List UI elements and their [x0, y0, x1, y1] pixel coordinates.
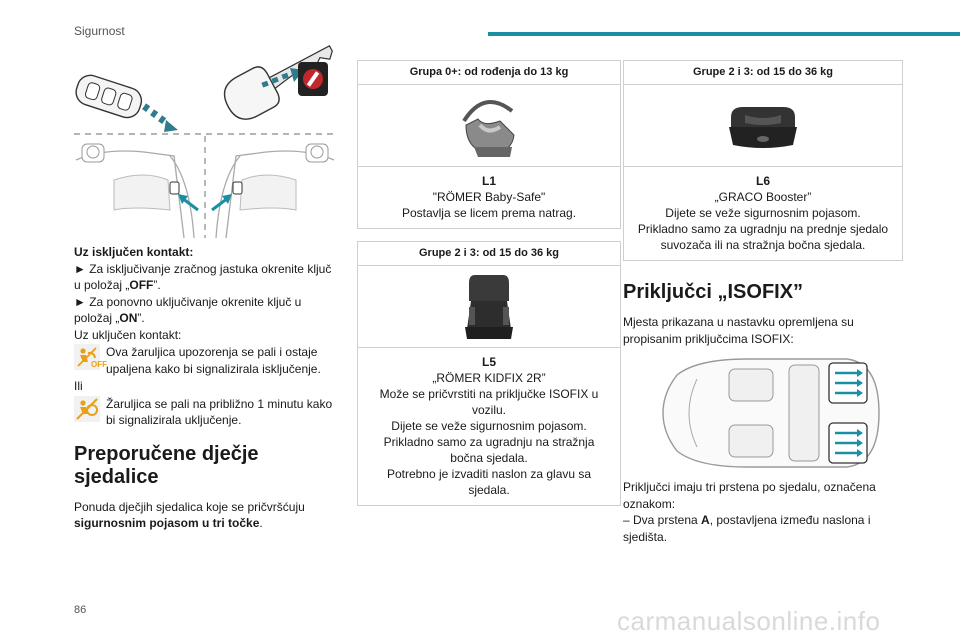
seat-card-l6 — [623, 60, 903, 261]
seat-image-l5 — [358, 266, 620, 348]
isofix-title: Priključci „ISOFIX” — [623, 281, 804, 303]
isofix-ring-a-text: – Dva prstena A, postavljena između naslona i sjedišta. — [623, 513, 871, 544]
graco-booster-cushion-icon — [725, 101, 801, 151]
airbag-off-lamp-text: Ova žaruljica upozorenja se pali i ostaje upaljena kako bi signalizirala isključenje. — [106, 345, 321, 376]
airbag-key-switch-illustration — [74, 60, 336, 238]
or-text: Ili — [74, 379, 83, 393]
section-header: Sigurnost — [74, 24, 125, 38]
passenger-airbag-on-warning-icon — [74, 396, 100, 422]
kidfix-booster-seat-icon — [461, 271, 517, 343]
seat-image-l1 — [358, 85, 620, 167]
seat-card-l1 — [357, 60, 621, 229]
page-number: 86 — [74, 604, 87, 616]
header-accent-bar — [488, 32, 960, 36]
recommended-seats-title: Preporučene dječje sjedalice — [74, 442, 259, 488]
on-instruction-bullet: ► Za ponovno uključivanje okrenite ključ u položaj „ON”. — [74, 294, 302, 325]
seat-card-l5 — [357, 241, 621, 506]
airbag-on-lamp-row — [74, 396, 336, 429]
passenger-airbag-off-warning-icon — [74, 344, 107, 370]
seat-group-heading: Grupe 2 i 3: od 15 do 36 kg — [624, 61, 902, 85]
column-right — [623, 60, 903, 545]
watermark: carmanualsonline.info — [617, 606, 881, 636]
airbag-on-lamp-text: Žaruljica se pali na približno 1 minutu kako bi signalizirala uključenje. — [106, 396, 333, 427]
svg-text:OFF: OFF — [91, 360, 107, 369]
seat-description-l1: L1 "RÖMER Baby-Safe" Postavlja se licem prema natrag. — [401, 174, 577, 220]
airbag-off-heading: Uz isključen kontakt: — [74, 245, 194, 259]
column-middle — [357, 60, 621, 506]
baby-carrier-seat-icon — [454, 91, 524, 161]
isofix-rings-text: Priključci imaju tri prstena po sjedalu, označena oznakom: — [623, 480, 876, 511]
airbag-off-lamp-row — [74, 344, 336, 377]
seat-description-l5: L5 „RÖMER KIDFIX 2R” Može se pričvrstiti na priključke ISOFIX u vozilu. Dijete se veže sigurnosnim pojasom. Prikladno samo za ugradnju na stražnja bočna sjedala. Potrebno je izvaditi naslon za glavu sa sjedala. — [379, 355, 599, 497]
column-left — [74, 60, 336, 532]
seat-description-l6: L6 „GRACO Booster” Dijete se veže sigurnosnim pojasom. Prikladno samo za ugradnju na prednje sjedalo suvozača ili na stražnja bočna sjedala. — [637, 174, 889, 252]
off-instruction-bullet: ► Za isključivanje zračnog jastuka okrenite ključ u položaj „OFF”. — [74, 261, 332, 292]
isofix-seat-positions-diagram — [657, 355, 883, 471]
seat-image-l6 — [624, 85, 902, 167]
seat-group-heading: Grupa 0+: od rođenja do 13 kg — [358, 61, 620, 85]
ignition-on-heading: Uz uključen kontakt: — [74, 327, 182, 342]
seat-group-heading: Grupe 2 i 3: od 15 do 36 kg — [358, 242, 620, 266]
isofix-intro: Mjesta prikazana u nastavku opremljena su propisanim priključcima ISOFIX: — [623, 315, 854, 346]
recommended-seats-intro: Ponuda dječjih sjedalica koje se pričvršćuju sigurnosnim pojasom u tri točke. — [74, 499, 305, 530]
